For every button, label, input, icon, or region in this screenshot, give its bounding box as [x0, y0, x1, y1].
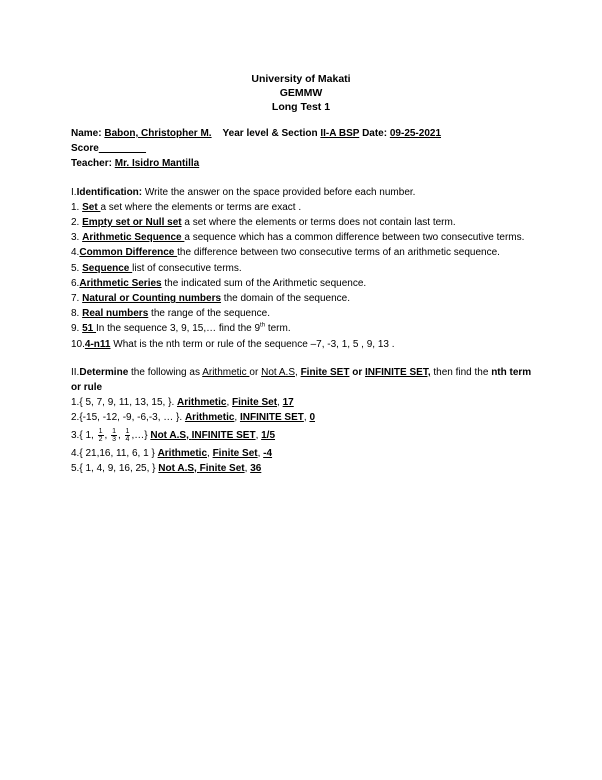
list-item: 1.{ 5, 7, 9, 11, 13, 15, }. Arithmetic, Finite Set, 17: [71, 397, 294, 409]
fraction: $\frac{1}{2}$: [98, 427, 103, 443]
list-item: 3.{ 1, $\frac{1}{2}$ , $\frac{1}{3}$ , $\frac{1}{4}$ ,…} Not A.S, INFINITE SET, 1/5: [71, 427, 276, 443]
part1-heading: I.Identification: Write the answer on the space provided before each number.: [71, 186, 416, 198]
list-item: 1. Set a set where the elements or terms are exact .: [71, 201, 302, 213]
list-item: 9. 51 In the sequence 3, 9, 15,… find the 9th term.: [71, 323, 291, 335]
list-item: 8. Real numbers the range of the sequence.: [71, 308, 271, 320]
list-item: 10.4-n11 What is the nth term or rule of the sequence –7, -3, 1, 5 , 9, 13 .: [71, 338, 395, 350]
test-title: Long Test 1: [271, 101, 331, 113]
document-body: [71, 126, 541, 476]
course-code: GEMMW: [279, 87, 323, 99]
teacher-line: Teacher: Mr. Isidro Mantilla: [71, 158, 200, 170]
fraction: $\frac{1}{3}$: [112, 427, 116, 443]
part2-heading: II.Determine the following as Arithmetic or Not A.S, Finite SET or INFINITE SET, then find the nth term or rule: [71, 366, 532, 394]
list-item: 2.{-15, -12, -9, -6,-3, … }. Arithmetic, INFINITE SET, 0: [71, 412, 315, 424]
list-item: 5.{ 1, 4, 9, 16, 25, } Not A.S, Finite Set, 36: [71, 462, 262, 474]
score-blank: [99, 143, 146, 154]
list-item: 6.Arithmetic Series the indicated sum of the Arithmetic sequence.: [71, 277, 367, 289]
list-item: 5. Sequence list of consecutive terms.: [71, 262, 242, 274]
document-header: [0, 72, 602, 114]
list-item: 4.Common Difference the difference between two consecutive terms of an arithmetic sequence.: [71, 247, 500, 259]
list-item: 2. Empty set or Null set a set where the elements or terms does not contain last term.: [71, 217, 456, 229]
student-info-line: Name: Babon, Christopher M. Year level & Section II-A BSP Date: 09-25-2021: [71, 128, 442, 139]
section-value: II-A BSP: [320, 128, 360, 139]
student-name: Babon, Christopher M.: [104, 128, 212, 139]
list-item: 7. Natural or Counting numbers the domain of the sequence.: [71, 293, 351, 305]
date-value: 09-25-2021: [389, 128, 442, 139]
score-line: Score: [71, 141, 541, 156]
fraction: $\frac{1}{4}$: [125, 427, 130, 443]
list-item: 4.{ 21,16, 11, 6, 1 } Arithmetic, Finite Set, -4: [71, 447, 273, 459]
teacher-name: Mr. Isidro Mantilla: [114, 158, 200, 170]
list-item: 3. Arithmetic Sequence a sequence which has a common difference between two consecutive terms.: [71, 232, 525, 244]
university-name: University of Makati: [251, 73, 351, 85]
